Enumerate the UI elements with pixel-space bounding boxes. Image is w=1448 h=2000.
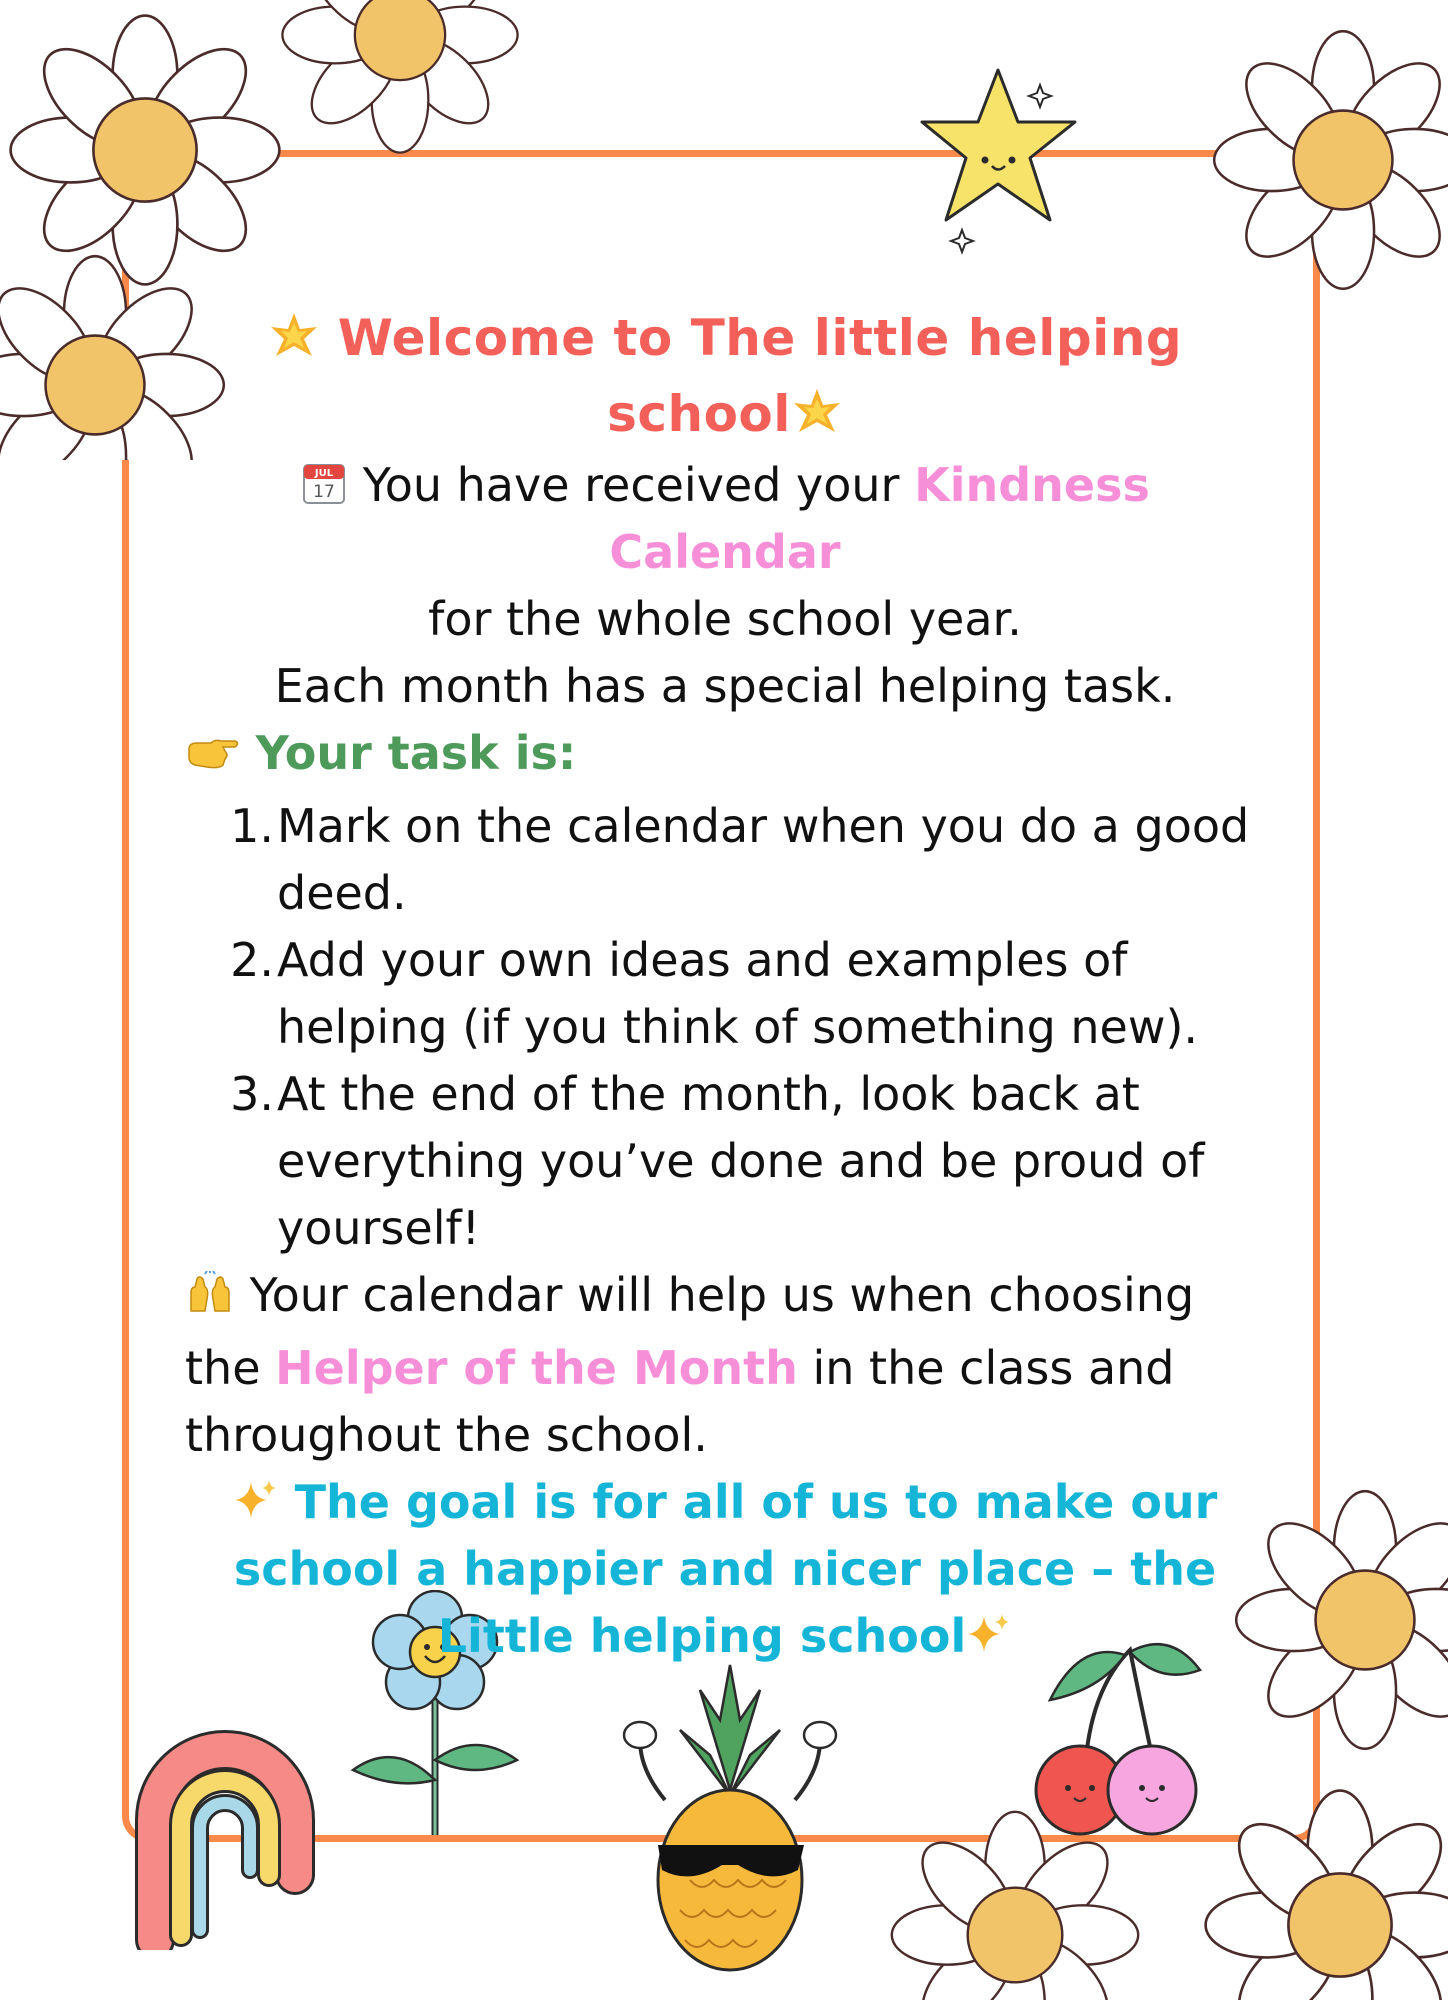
title-line-2: school	[607, 385, 791, 443]
goal-paragraph	[185, 1469, 1265, 1670]
task-heading-text: Your task is:	[255, 726, 577, 780]
page-title	[185, 300, 1265, 452]
intro-paragraph	[185, 452, 1265, 720]
main-content	[185, 300, 1265, 1670]
calendar-icon-month: JUL	[314, 468, 334, 479]
task-item-text: Add your own ideas and examples of helping (if you think of something new).	[277, 933, 1199, 1054]
intro-text-2: for the whole school year.	[428, 592, 1022, 646]
task-item-number: 1.	[230, 799, 274, 853]
task-item	[230, 927, 1265, 1061]
intro-text-1: You have received your	[362, 458, 900, 512]
task-heading	[185, 720, 1265, 793]
task-item-text: At the end of the month, look back at everything you’ve done and be proud of yourself!	[277, 1067, 1205, 1255]
intro-text-3: Each month has a special helping task.	[274, 659, 1176, 713]
task-item-number: 2.	[230, 933, 274, 987]
calendar-icon	[300, 459, 348, 507]
calendar-icon-day: 17	[313, 482, 335, 502]
smiling-star	[910, 60, 1090, 260]
helper-text-1: Your calendar will help us when choosing the	[185, 1268, 1195, 1395]
helper-of-month-highlight: Helper of the Month	[275, 1341, 798, 1395]
rainbow	[130, 1700, 330, 1950]
cool-pineapple	[610, 1660, 850, 1980]
kindness-calendar-highlight: Kindness Calendar	[609, 458, 1150, 579]
glowing-star-icon	[268, 311, 320, 363]
task-item	[230, 1061, 1265, 1262]
helper-paragraph	[185, 1262, 1265, 1469]
sparkles-icon	[966, 1612, 1012, 1658]
goal-text: The goal is for all of us to make our school a happier and nicer place – the Little helping school	[233, 1475, 1218, 1663]
daisy-top-right	[1200, 30, 1448, 330]
pointing-hand-icon	[185, 726, 241, 793]
raising-hands-icon	[185, 1268, 235, 1335]
task-item-number: 3.	[230, 1067, 274, 1121]
title-line-1: Welcome to The little helping	[337, 309, 1183, 367]
task-item	[230, 793, 1265, 927]
sparkles-icon	[233, 1478, 279, 1524]
task-list	[185, 793, 1265, 1262]
helper-text-2: in the class and throughout the school.	[185, 1341, 1175, 1462]
task-item-text: Mark on the calendar when you do a good deed.	[277, 799, 1250, 920]
glowing-star-icon	[791, 387, 843, 439]
